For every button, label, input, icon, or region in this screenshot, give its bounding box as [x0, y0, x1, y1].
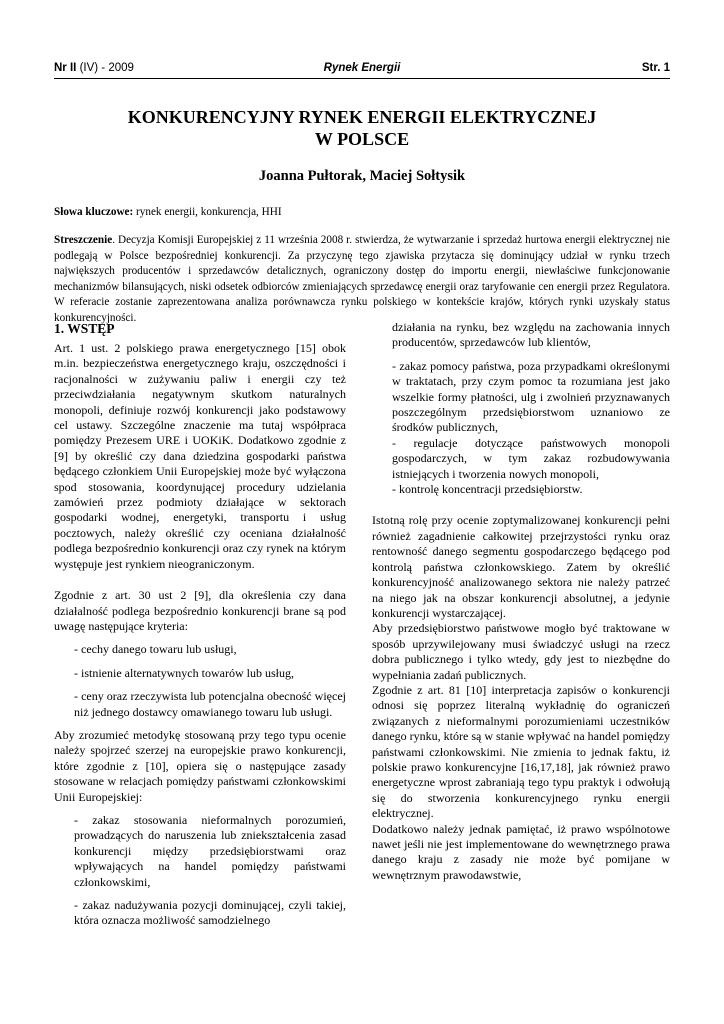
paragraph: Zgodnie z art. 30 ust 2 [9], dla określenia czy dana działalność podlega bezpośrednio konkurencji brane są pod uwagę następujące kryteria: [54, 588, 346, 633]
paper-title [54, 106, 670, 150]
paragraph: Zgodnie z art. 81 [10] interpretacja zapisów o konkurencji odnosi się poprzez literalną wykładnię do ograniczeń związanych z nieformalnymi porozumieniami uczestników danego rynku, które są w stanie wpływać na handel pomiędzy państwami członkowskimi. Nie zmienia to jednak faktu, iż polskie prawo konkurencyjne [16,17,18], jak również prawo energetyczne wprost zabraniają tego typu praktyk i odwołują się do stworzenia konkurencyjnego rynku energii elektrycznej. [372, 682, 670, 821]
authors: Joanna Pułtorak, Maciej Sołtysik [258, 168, 466, 184]
abstract [54, 233, 670, 326]
paragraph: Aby przedsiębiorstwo państwowe mogło być traktowane w sposób uprzywilejowany musi świadczyć usługi na rzecz dobra publicznego i tylko wtedy, gdy jest to niezbędne do wypełniania zadań publicznych. [372, 621, 670, 682]
section-heading: 1. WSTĘP [54, 321, 115, 336]
keywords-label: Słowa kluczowe: [54, 206, 134, 218]
paragraph: Art. 1 ust. 2 polskiego prawa energetycznego [15] obok m.in. bezpieczeństwa energetycznego kraju, oszczędności i racjonalności w zużywaniu paliw i energii czy też przeciwdziałania negatywnym skutkom naturalnych monopoli, definiuje rozwój konkurencji jako podstawowy cel ustawy. Szczególne znaczenie ma tutaj współpraca pomiędzy Prezesem URE i UOKiK. Dodatkowo zgodnie z [9] by określić czy dana dziedzina gospodarki państwa będącego członkiem Unii Europejskiej może być wyłączona spod stosowania, koordynującej procedury udzielania zamówień przez podmioty działające w sektorach gospodarki wodnej, energetyki, transportu i usług pocztowych, należy określić czy oceniana działalność podlega bezpośrednio konkurencji oraz czy rynek na którym występuje jest rynkiem nieograniczonym. [54, 341, 346, 571]
journal-name: Rynek Energii [323, 62, 401, 74]
keywords-text: rynek energii, konkurencja, HHI [133, 206, 282, 218]
title-line-1: KONKURENCYJNY RYNEK ENERGII ELEKTRYCZNEJ [127, 107, 597, 127]
issue-number: Nr II (IV) - 2009 [54, 62, 134, 74]
paragraph: Istotną rolę przy ocenie zoptymalizowanej konkurencji pełni również zagadnienie całkowitej przejrzystości rynku oraz rentowność danego segmentu gospodarczego będącego pod kontrolą państwa członkowskiego. Zatem by określić konkurencyjność analizowanego sektora nie należy patrzeć na niego jak na obszar konkurencji absolutnej, a jedynie konkurencji wystarczającej. [372, 513, 670, 620]
title-line-2: W POLSCE [314, 129, 410, 149]
list-item-continued: działania na rynku, bez względu na zachowania innych producentów, sprzedawców lub klientów, [392, 320, 670, 350]
list-item: - cechy danego towaru lub usługi, [74, 642, 237, 657]
list-item: - istnienie alternatywnych towarów lub usług, [74, 665, 294, 680]
paragraph: Dodatkowo należy jednak pamiętać, iż prawo wspólnotowe nawet jeśli nie jest implementowane do wewnętrznego prawa danego kraju z zasady nie może być pomijane w wewnętrznym prawodawstwie, [372, 821, 670, 882]
list-item: - zakaz nadużywania pozycji dominującej, czyli takiej, która oznacza możliwość samodzielnego [74, 898, 346, 928]
list-item: - zakaz pomocy państwa, poza przypadkami określonymi w traktatach, przy czym pomoc ta rozumiana jest jako wszelkie formy płatności, ulg i zwolnień przyznawanych poszczególnym przedsiębiorstwom uznaniowo ze środków publicznych, [392, 358, 670, 435]
abstract-label: Streszczenie [54, 234, 113, 246]
keywords [54, 205, 670, 221]
list-item: - kontrolę koncentracji przedsiębiorstw. [392, 482, 583, 497]
running-header [54, 60, 670, 79]
page-number: Str. 1 [641, 62, 670, 74]
list-item: - ceny oraz rzeczywista lub potencjalna obecność więcej niż jednego dostawcy omawianego towaru lub usługi. [74, 689, 346, 719]
left-column [54, 320, 346, 929]
list-item: - regulacje dotyczące państwowych monopoli gospodarczych, w tym zakaz rozbudowywania istniejących i tworzenia nowych monopoli, [392, 435, 670, 481]
paragraph: Aby zrozumieć metodykę stosowaną przy tego typu ocenie należy spojrzeć szerzej na europejskie prawo konkurencji, które zgodnie z [10], opiera się o następujące zasady stosowane w relacjach pomiędzy państwami członkowskimi Unii Europejskiej: [54, 727, 346, 804]
right-column [372, 320, 670, 883]
abstract-text: . Decyzja Komisji Europejskiej z 11 września 2008 r. stwierdza, że wytwarzanie i sprzedaż hurtowa energii elektrycznej nie podlegają w Polsce bezpośredniej konkurencji. Za przyczynę tego zjawiska przytacza się dominujący udział w rynku trzech największych producentów i sprzedawców detalicznych, ograniczony dostęp do importu energii, niewłaściwe funkcjonowanie mechanizmów bilansujących, niski odsetek odbiorców zmieniających sprzedawcę energii oraz taryfowanie cen energii przez Regulatora. W referacie zostanie zaprezentowana analiza porównawcza rynku polskiego w kontekście krajów, których rynki uzyskały status konkurencyjności. [54, 234, 670, 324]
list-item: - zakaz stosowania nieformalnych porozumień, prowadzących do naruszenia lub zniekształcenia zasad konkurencji między przedsiębiorstwami oraz wpływających na handel pomiędzy państwami członkowskimi, [74, 812, 346, 889]
